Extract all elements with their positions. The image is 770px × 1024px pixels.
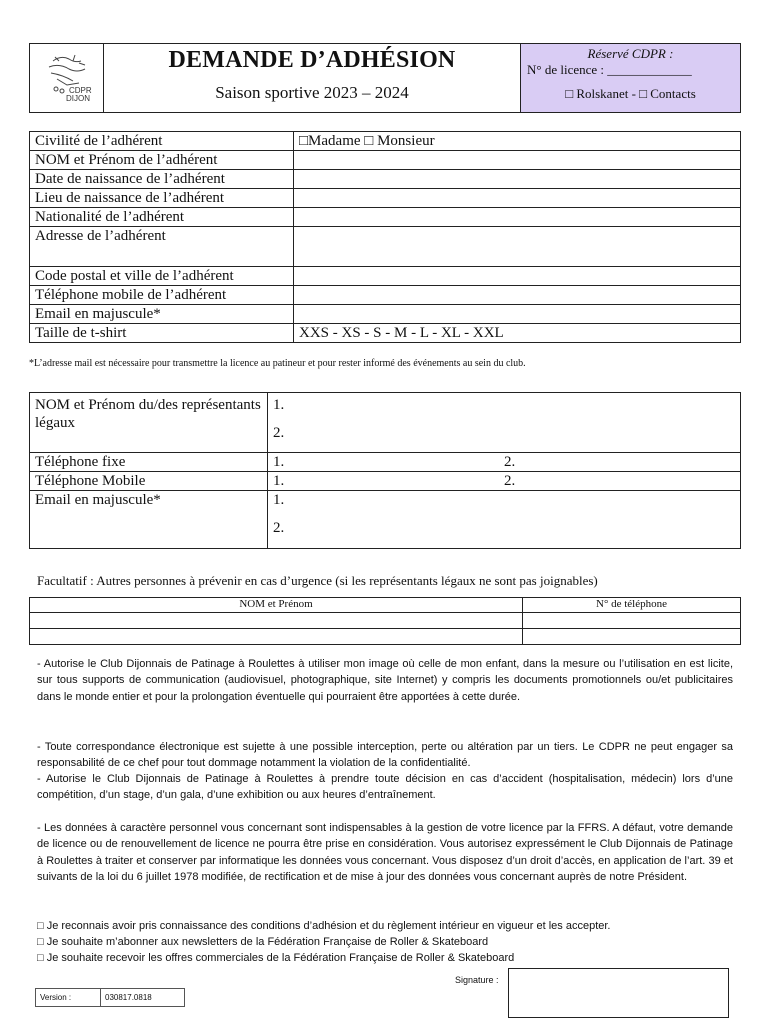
version-box (35, 988, 185, 1007)
row-label: Téléphone mobile de l’adhérent (30, 286, 294, 305)
table-row (30, 613, 741, 629)
form-title: DEMANDE D’ADHÉSION (168, 47, 456, 73)
table-row (30, 324, 741, 343)
birthplace-field[interactable] (294, 189, 741, 208)
row-label: Adresse de l’adhérent (30, 227, 294, 267)
emergency-intro: Facultatif : Autres personnes à prévenir en cas d’urgence (si les représentants légaux ne sont pas joignables) (37, 573, 598, 588)
table-row (30, 151, 741, 170)
table-row (30, 472, 741, 491)
civility-choice[interactable]: □Madame □ Monsieur (294, 132, 741, 151)
tshirt-size-choice[interactable]: XXS - XS - S - M - L - XL - XXL (294, 324, 741, 343)
table-row (30, 629, 741, 645)
email-field[interactable] (294, 305, 741, 324)
accident-paragraph: - Autorise le Club Dijonnais de Patinage à Roulettes à prendre toute décision en cas d’accident (hospitalisation, médecin) lors d’une compétition, d’un stage, d’un gala, d’une exhibition ou aux heures d’entraînement. (37, 773, 733, 802)
row-label: Civilité de l’adhérent (30, 132, 294, 151)
commercial-offers-checkbox[interactable]: □ Je souhaite recevoir les offres commerciales de la Fédération Française de Roller & Skateboard (37, 952, 515, 964)
row-label: Code postal et ville de l’adhérent (30, 267, 294, 286)
image-rights-paragraph: - Autorise le Club Dijonnais de Patinage à Roulettes à utiliser mon image où celle de mon enfant, dans la mesure ou l’utilisation en est licite, sur tous supports de communication (audiovisuel, photographique, site Internet) y compris les documents promotionnels ou/et publicitaires dans le monde entier et pour la prolongation éventuelle qui pourraient être apportées à cette durée. (37, 658, 733, 703)
club-logo (30, 44, 104, 112)
representants-email-label: Email en majuscule* (30, 491, 268, 549)
table-row (30, 267, 741, 286)
emergency-phone-cell[interactable] (523, 629, 741, 645)
row-label: Date de naissance de l’adhérent (30, 170, 294, 189)
mobile-phone-field[interactable] (294, 286, 741, 305)
representants-name-field[interactable] (268, 393, 741, 453)
table-row (30, 208, 741, 227)
row-label: Email en majuscule* (30, 305, 294, 324)
table-row (30, 189, 741, 208)
row-label: Lieu de naissance de l’adhérent (30, 189, 294, 208)
phone-mobile-field[interactable] (268, 472, 741, 491)
newsletter-checkbox[interactable]: □ Je souhaite m’abonner aux newsletters de la Fédération Française de Roller & Skateboard (37, 936, 489, 948)
birthdate-field[interactable] (294, 170, 741, 189)
skater-logo-icon (39, 49, 95, 107)
table-row (30, 170, 741, 189)
entry-number-2: 2. (504, 454, 516, 470)
table-row (30, 491, 741, 549)
representants-email-field[interactable] (268, 491, 741, 549)
data-protection-paragraph: - Les données à caractère personnel vous concernant sont indispensables à la gestion de votre licence par la FFRS. A défaut, votre demande de licence ou de renouvellement de licence ne pourra être prise en considération. Vous autorisez expressément le Club Dijonnais de Patinage à Roulettes à traiter et conserver par informatique les données vous concernant. Vous disposez d’un droit d’accès, en application de l’art. 39 et suivants de la loi du 6 juillet 1978 modifiée, de rectification et de mise à jour des données vous concernant auprès de notre Président. (37, 822, 733, 883)
licence-number-field[interactable]: N° de licence : _____________ (527, 62, 692, 77)
table-row (30, 132, 741, 151)
postcode-city-field[interactable] (294, 267, 741, 286)
row-label: Taille de t-shirt (30, 324, 294, 343)
table-header-row (30, 598, 741, 613)
version-label: Version : (36, 989, 101, 1006)
form-header (29, 43, 741, 113)
reserved-box (521, 44, 740, 112)
table-row (30, 227, 741, 267)
col-header-phone: N° de téléphone (523, 598, 741, 613)
emergency-table (29, 597, 741, 645)
signature-label: Signature : (455, 975, 499, 985)
reserved-label: Réservé CDPR : (587, 46, 674, 61)
entry-number-1: 1. (273, 473, 285, 489)
phone-fixe-field[interactable] (268, 453, 741, 472)
table-row (30, 286, 741, 305)
rolskanet-contacts-options[interactable]: □ Rolskanet - □ Contacts (565, 86, 696, 101)
row-label: NOM et Prénom de l’adhérent (30, 151, 294, 170)
entry-number-1: 1. (273, 454, 285, 470)
logo-cdpr-text: CDPR (68, 86, 92, 95)
accept-conditions-checkbox[interactable]: □ Je reconnais avoir pris connaissance des conditions d’adhésion et du règlement intérieur en vigueur et les accepter. (37, 920, 611, 932)
representants-table (29, 392, 741, 549)
signature-box[interactable] (508, 968, 729, 1018)
name-field[interactable] (294, 151, 741, 170)
col-header-name: NOM et Prénom (30, 598, 523, 613)
version-value: 030817.0818 (105, 993, 152, 1002)
address-field[interactable] (294, 227, 741, 267)
entry-number-2: 2. (504, 473, 516, 489)
entry-number-2: 2. (273, 520, 285, 536)
consent-checklist (37, 918, 610, 966)
emergency-name-cell[interactable] (30, 629, 523, 645)
table-row (30, 393, 741, 453)
emergency-phone-cell[interactable] (523, 613, 741, 629)
phone-mobile-label: Téléphone Mobile (30, 472, 268, 491)
phone-fixe-label: Téléphone fixe (30, 453, 268, 472)
entry-number-2: 2. (273, 425, 285, 441)
logo-dijon-text: DIJON (65, 94, 90, 103)
entry-number-1: 1. (273, 492, 285, 508)
representants-name-label: NOM et Prénom du/des représentants légaux (30, 393, 268, 453)
table-row (30, 453, 741, 472)
season-label: Saison sportive 2023 – 2024 (215, 83, 409, 102)
email-note: *L’adresse mail est nécessaire pour transmettre la licence au patineur et pour rester informé des événements au sein du club. (29, 358, 526, 369)
row-label: Nationalité de l’adhérent (30, 208, 294, 227)
adherent-table (29, 131, 741, 343)
emergency-name-cell[interactable] (30, 613, 523, 629)
email-disclaimer-paragraph: - Toute correspondance électronique est sujette à une possible interception, perte ou altération par un tiers. Le CDPR ne peut engager sa responsabilité de ce chef pour tout dommage notamment la violation de la confidentialité. (37, 741, 733, 770)
entry-number-1: 1. (273, 397, 285, 413)
nationality-field[interactable] (294, 208, 741, 227)
table-row (30, 305, 741, 324)
